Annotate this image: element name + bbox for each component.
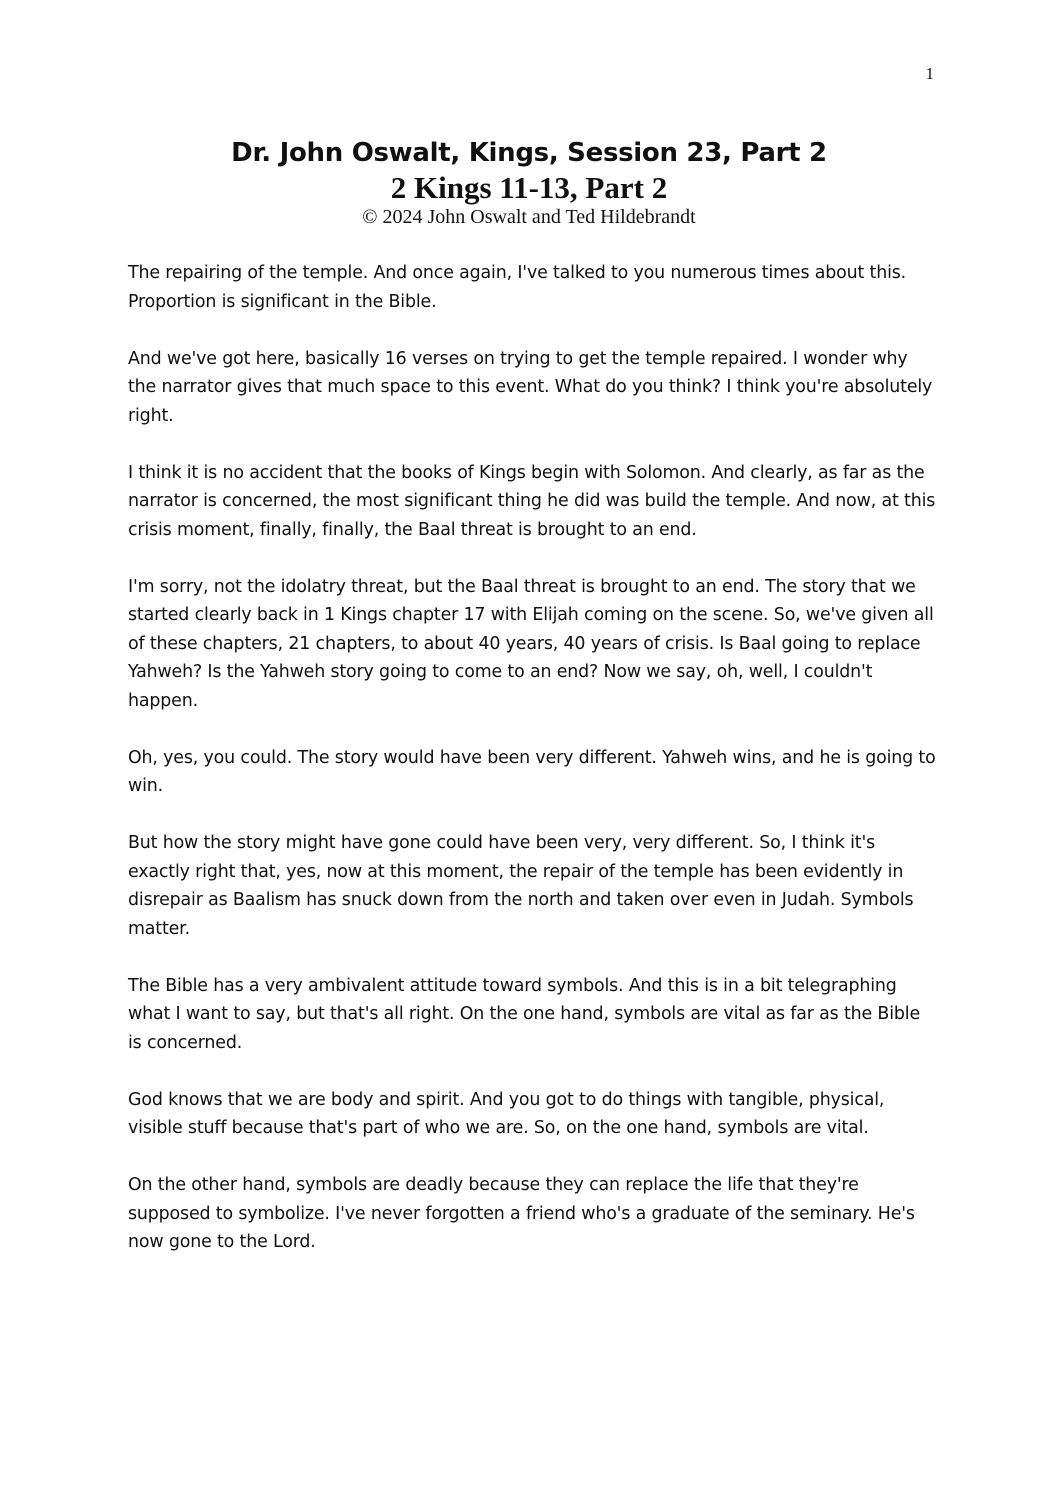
document-subtitle: 2 Kings 11-13, Part 2 [390,170,668,205]
paragraph: I think it is no accident that the books of Kings begin with Solomon. And clearly, as far as the narrator is concerned, the most significant thing he did was build the temple. And now, at this crisis moment, finally, finally, the Baal threat is brought to an end. [128,462,936,540]
paragraph: The Bible has a very ambivalent attitude toward symbols. And this is in a bit telegraphing what I want to say, but that's all right. On the one hand, symbols are vital as far as the Bible is concerned. [128,975,921,1053]
paragraph: But how the story might have gone could have been very, very different. So, I think it's exactly right that, yes, now at this moment, the repair of the temple has been evidently in disrepair as Baalism has snuck down from the north and taken over even in Judah. Symbols matter. [128,833,914,939]
document-title: Dr. John Oswalt, Kings, Session 23, Part 2 [231,138,827,168]
paragraph: On the other hand, symbols are deadly because they can replace the life that they're supposed to symbolize. I've never forgotten a friend who's a graduate of the seminary. He's now gone to the Lord. [128,1175,915,1252]
paragraph: I'm sorry, not the idolatry threat, but the Baal threat is brought to an end. The story that we started clearly back in 1 Kings chapter 17 with Elijah coming on the scene. So, we've given all of these chapters, 21 chapters, to about 40 years, 40 years of crisis. Is Baal going to replace Yahweh? Is the Yahweh story going to come to an end? Now we say, oh, well, I couldn't happen. [128,576,934,711]
copyright-line: © 2024 John Oswalt and Ted Hildebrandt [362,206,696,228]
paragraph: God knows that we are body and spirit. And you got to do things with tangible, physical, visible stuff because that's part of who we are. So, on the one hand, symbols are vital. [128,1089,885,1138]
paragraph: Oh, yes, you could. The story would have been very different. Yahweh wins, and he is going to win. [128,747,936,796]
paragraph: And we've got here, basically 16 verses on trying to get the temple repaired. I wonder why the narrator gives that much space to this event. What do you think? I think you're absolutely right. [128,348,933,426]
document-header [0,136,1058,228]
paragraph: The repairing of the temple. And once again, I've talked to you numerous times about this. Proportion is significant in the Bible. [128,263,907,312]
document-body [128,259,938,1285]
page-number: 1 [925,64,934,83]
